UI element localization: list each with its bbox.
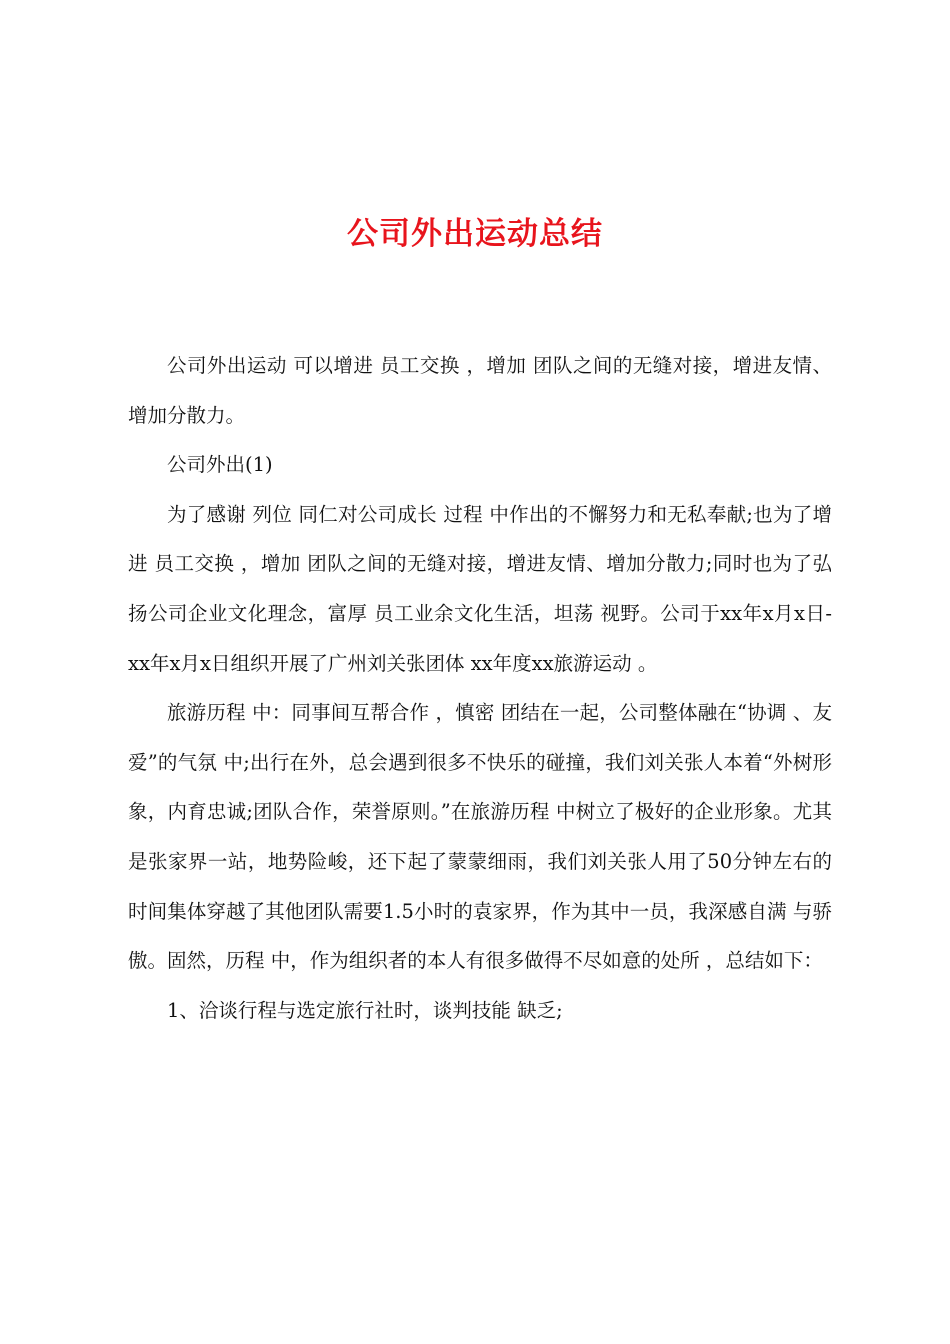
paragraph-journey: 旅游历程 中：同事间互帮合作 ，慎密 团结在一起，公司整体融在“协调 、友爱”的气氛 中;出行在外，总会遇到很多不快乐的碰撞，我们刘关张人本着“外树形象，内育忠诚;团队合作，荣誉原则。”在旅游历程 中树立了极好的企业形象。尤其是张家界一站，地势险峻，还下起了蒙蒙细雨，我们刘关张人用了50分钟左右的时间集体穿越了其他团队需要1.5小时的袁家界，作为其中一员，我深感自满 与骄傲。固然，历程 中，作为组织者的本人有很多做得不尽如意的处所 ，总结如下：	[128, 701, 832, 973]
document-body	[128, 341, 832, 1035]
paragraph-intro: 公司外出运动 可以增进 员工交换 ，增加 团队之间的无缝对接，增进友情、增加分散力。	[128, 354, 832, 427]
paragraph-section-heading: 公司外出(1)	[167, 453, 273, 477]
paragraph-item-1: 1、洽谈行程与选定旅行社时，谈判技能 缺乏;	[167, 998, 563, 1022]
document-title: 公司外出运动总结	[347, 216, 603, 252]
paragraph-thanks: 为了感谢 列位 同仁对公司成长 过程 中作出的不懈努力和无私奉献;也为了增进 员工交换 ，增加 团队之间的无缝对接，增进友情、增加分散力;同时也为了弘扬公司企业文化理念，富厚 员工业余文化生活，坦荡 视野。公司于xx年x月x日-xx年x月x日组织开展了广州刘关张团体 xx年度xx旅游运动 。	[128, 502, 832, 675]
